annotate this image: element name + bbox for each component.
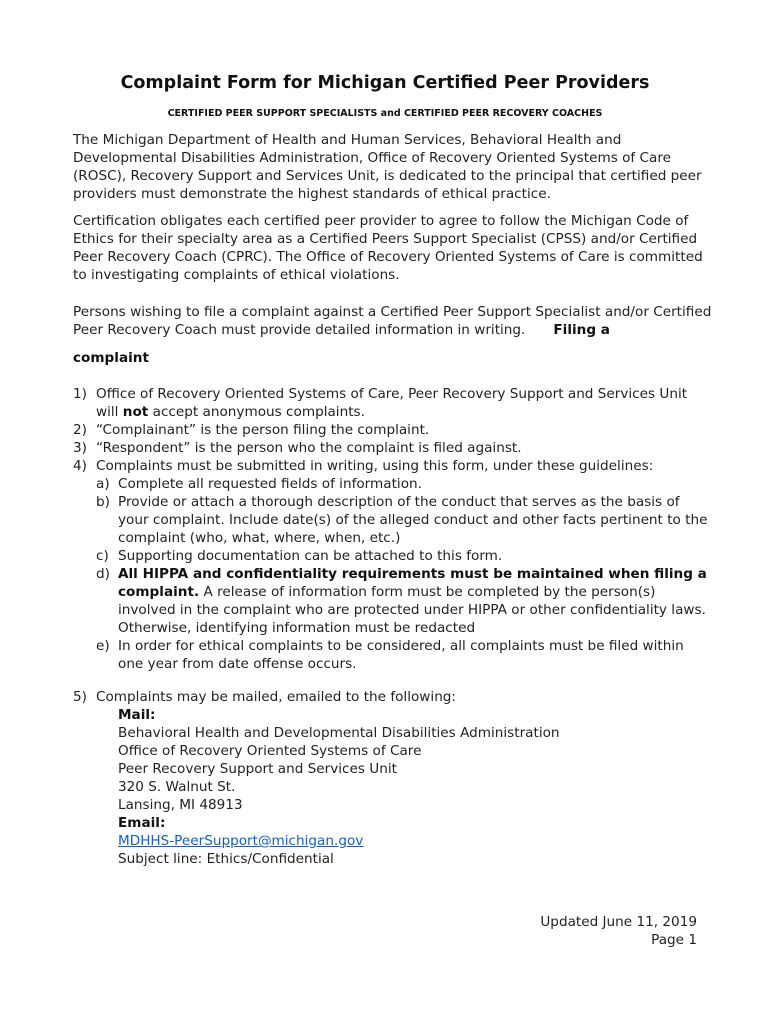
sub-list-text: In order for ethical complaints to be considered, all complaints must be filed within one year from date offense occurs. xyxy=(118,638,684,672)
filing-heading-part1: Filing a xyxy=(553,322,610,338)
list-item xyxy=(73,457,713,475)
list-number: 1) xyxy=(73,386,87,402)
sub-list-item xyxy=(96,547,713,565)
sub-list-item xyxy=(96,637,713,673)
sub-list-text: Complete all requested fields of information. xyxy=(118,476,422,492)
sub-list-item xyxy=(96,493,713,547)
list-item xyxy=(73,439,713,457)
list-number: 4) xyxy=(73,458,87,474)
mail-label: Mail: xyxy=(118,707,156,723)
list-item xyxy=(73,421,713,439)
address-line: 320 S. Walnut St. xyxy=(118,779,236,795)
list-number: 3) xyxy=(73,440,87,456)
sub-list-letter: a) xyxy=(96,476,110,492)
address-line: Office of Recovery Oriented Systems of Care xyxy=(118,743,422,759)
list-item-text-pre: Office of Recovery Oriented Systems of Care, Peer Recovery Support and Services Unit will xyxy=(96,386,688,420)
address-line: Peer Recovery Support and Services Unit xyxy=(118,761,397,777)
page-title: Complaint Form for Michigan Certified Peer Providers xyxy=(120,73,650,93)
hipaa-text: A release of information form must be completed by the person(s) involved in the complaint who are protected under HIPPA or other confidentiality laws. Otherwise, identifying information must be redacted xyxy=(118,584,706,636)
list-item-text xyxy=(96,385,713,421)
email-link[interactable]: MDHHS-PeerSupport@michigan.gov xyxy=(118,833,364,849)
list-item-text-post: accept anonymous complaints. xyxy=(148,404,365,420)
filing-heading-part2: complaint xyxy=(73,350,149,366)
email-subject-line: Subject line: Ethics/Confidential xyxy=(118,851,334,867)
sub-list-letter: e) xyxy=(96,638,110,654)
page-subtitle: CERTIFIED PEER SUPPORT SPECIALISTS and CERTIFIED PEER RECOVERY COACHES xyxy=(167,108,603,119)
list-item-text: “Respondent” is the person who the complaint is filed against. xyxy=(96,440,522,456)
sub-list-item xyxy=(96,565,713,637)
certification-paragraph: Certification obligates each certified peer provider to agree to follow the Michigan Code of Ethics for their specialty area as a Certified Peers Support Specialist (CPSS) and/or Certified Peer Recovery Coach (CPRC). The Office of Recovery Oriented Systems of Care is committed to investigating complaints of ethical violations. xyxy=(73,213,703,283)
updated-date: Updated June 11, 2019 xyxy=(540,914,697,930)
sub-list-letter: c) xyxy=(96,548,109,564)
list-number: 5) xyxy=(73,689,87,705)
sub-list-text xyxy=(118,565,713,637)
sub-list-text: Supporting documentation can be attached to this form. xyxy=(118,548,503,564)
mailing-address xyxy=(118,706,713,868)
sub-list-letter: b) xyxy=(96,494,110,510)
list-item xyxy=(73,688,713,706)
sub-list-letter: d) xyxy=(96,566,110,582)
submission-section xyxy=(73,688,713,868)
page-footer xyxy=(540,913,697,949)
address-line: Behavioral Health and Developmental Disabilities Administration xyxy=(118,725,560,741)
page-number: Page 1 xyxy=(651,932,697,948)
sub-list-item xyxy=(96,475,713,493)
intro-paragraph: The Michigan Department of Health and Human Services, Behavioral Health and Developmental Disabilities Administration, Office of Recovery Oriented Systems of Care (ROSC), Recovery Support and Services Unit, is dedicated to the principal that certified peer providers must demonstrate the highest standards of ethical practice. xyxy=(73,132,702,202)
email-label: Email: xyxy=(118,815,166,831)
filing-paragraph-text: Persons wishing to file a complaint against a Certified Peer Support Specialist and/or Certified Peer Recovery Coach must provide detailed information in writing. xyxy=(73,304,712,338)
list-item-text: “Complainant” is the person filing the complaint. xyxy=(96,422,430,438)
filing-paragraph xyxy=(73,303,713,339)
list-item-emphasis: not xyxy=(122,404,149,420)
list-item xyxy=(73,385,713,421)
address-line: Lansing, MI 48913 xyxy=(118,797,243,813)
list-item-text: Complaints must be submitted in writing, using this form, under these guidelines: xyxy=(96,458,654,474)
guidelines-list xyxy=(73,385,713,673)
hipaa-emphasis: All HIPPA and confidentiality requirements must be maintained when filing a complaint. xyxy=(118,566,707,600)
list-item-text: Complaints may be mailed, emailed to the following: xyxy=(96,689,457,705)
sub-list-text: Provide or attach a thorough description of the conduct that serves as the basis of your complaint. Include date(s) of the alleged conduct and other facts pertinent to the complaint (who, what, where, when, etc.) xyxy=(118,494,708,546)
list-number: 2) xyxy=(73,422,87,438)
